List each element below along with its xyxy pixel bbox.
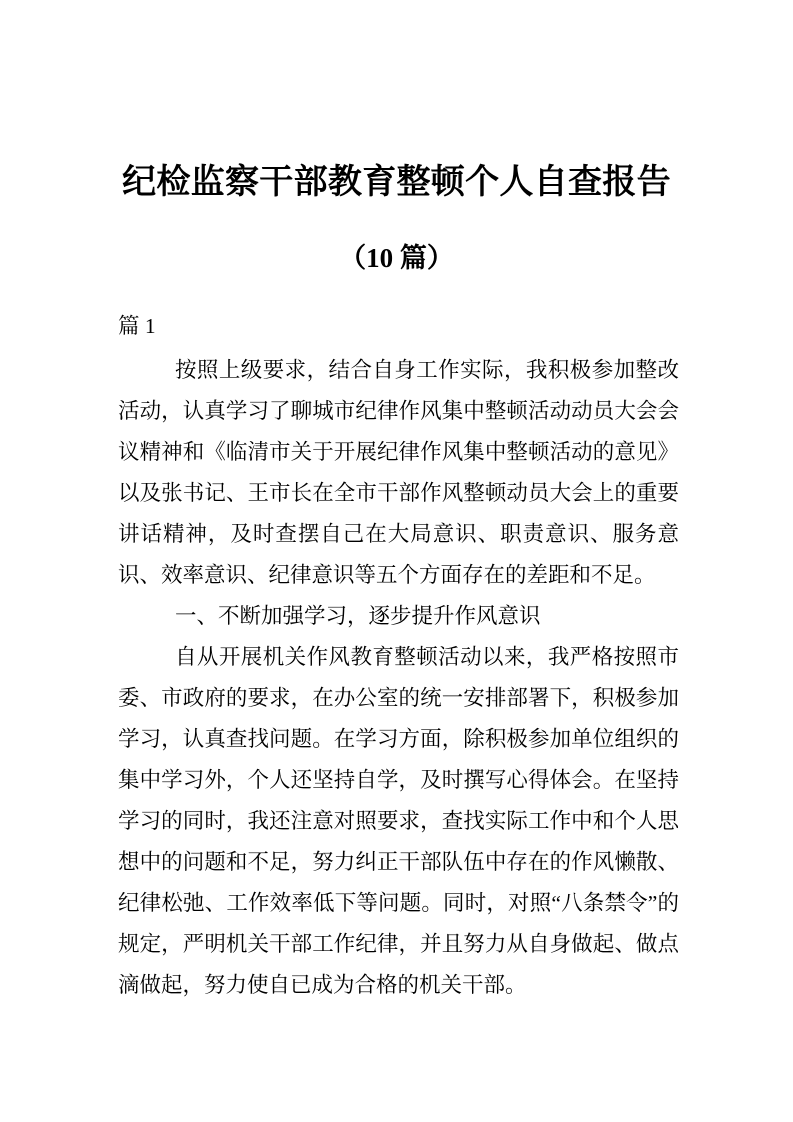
- paragraph: 一、不断加强学习，逐步提升作风意识: [175, 604, 541, 628]
- document-body: [118, 306, 679, 1006]
- section-label: 篇 1: [118, 314, 156, 338]
- document-title: 纪检监察干部教育整顿个人自查报告: [122, 164, 671, 201]
- paragraph-list: [118, 350, 679, 1006]
- paragraph: 按照上级要求，结合自身工作实际，我积极参加整改活动，认真学习了聊城市纪律作风集中整顿活动动员大会会议精神和《临清市关于开展纪律作风集中整顿活动的意见》以及张书记、王市长在全市干部作风整顿动员大会上的重要讲话精神，及时查摆自己在大局意识、职责意识、服务意识、效率意识、纪律意识等五个方面存在的差距和不足。: [118, 358, 679, 587]
- document-subtitle: （10 篇）: [339, 243, 454, 273]
- paragraph: 自从开展机关作风教育整顿活动以来，我严格按照市委、市政府的要求，在办公室的统一安排部署下，积极参加学习，认真查找问题。在学习方面，除积极参加单位组织的集中学习外，个人还坚持自学，及时撰写心得体会。在坚持学习的同时，我还注意对照要求，查找实际工作中和个人思想中的问题和不足，努力纠正干部队伍中存在的作风懒散、纪律松弛、工作效率低下等问题。同时，对照“八条禁令”的规定，严明机关干部工作纪律，并且努力从自身做起、做点滴做起，努力使自已成为合格的机关干部。: [118, 645, 679, 997]
